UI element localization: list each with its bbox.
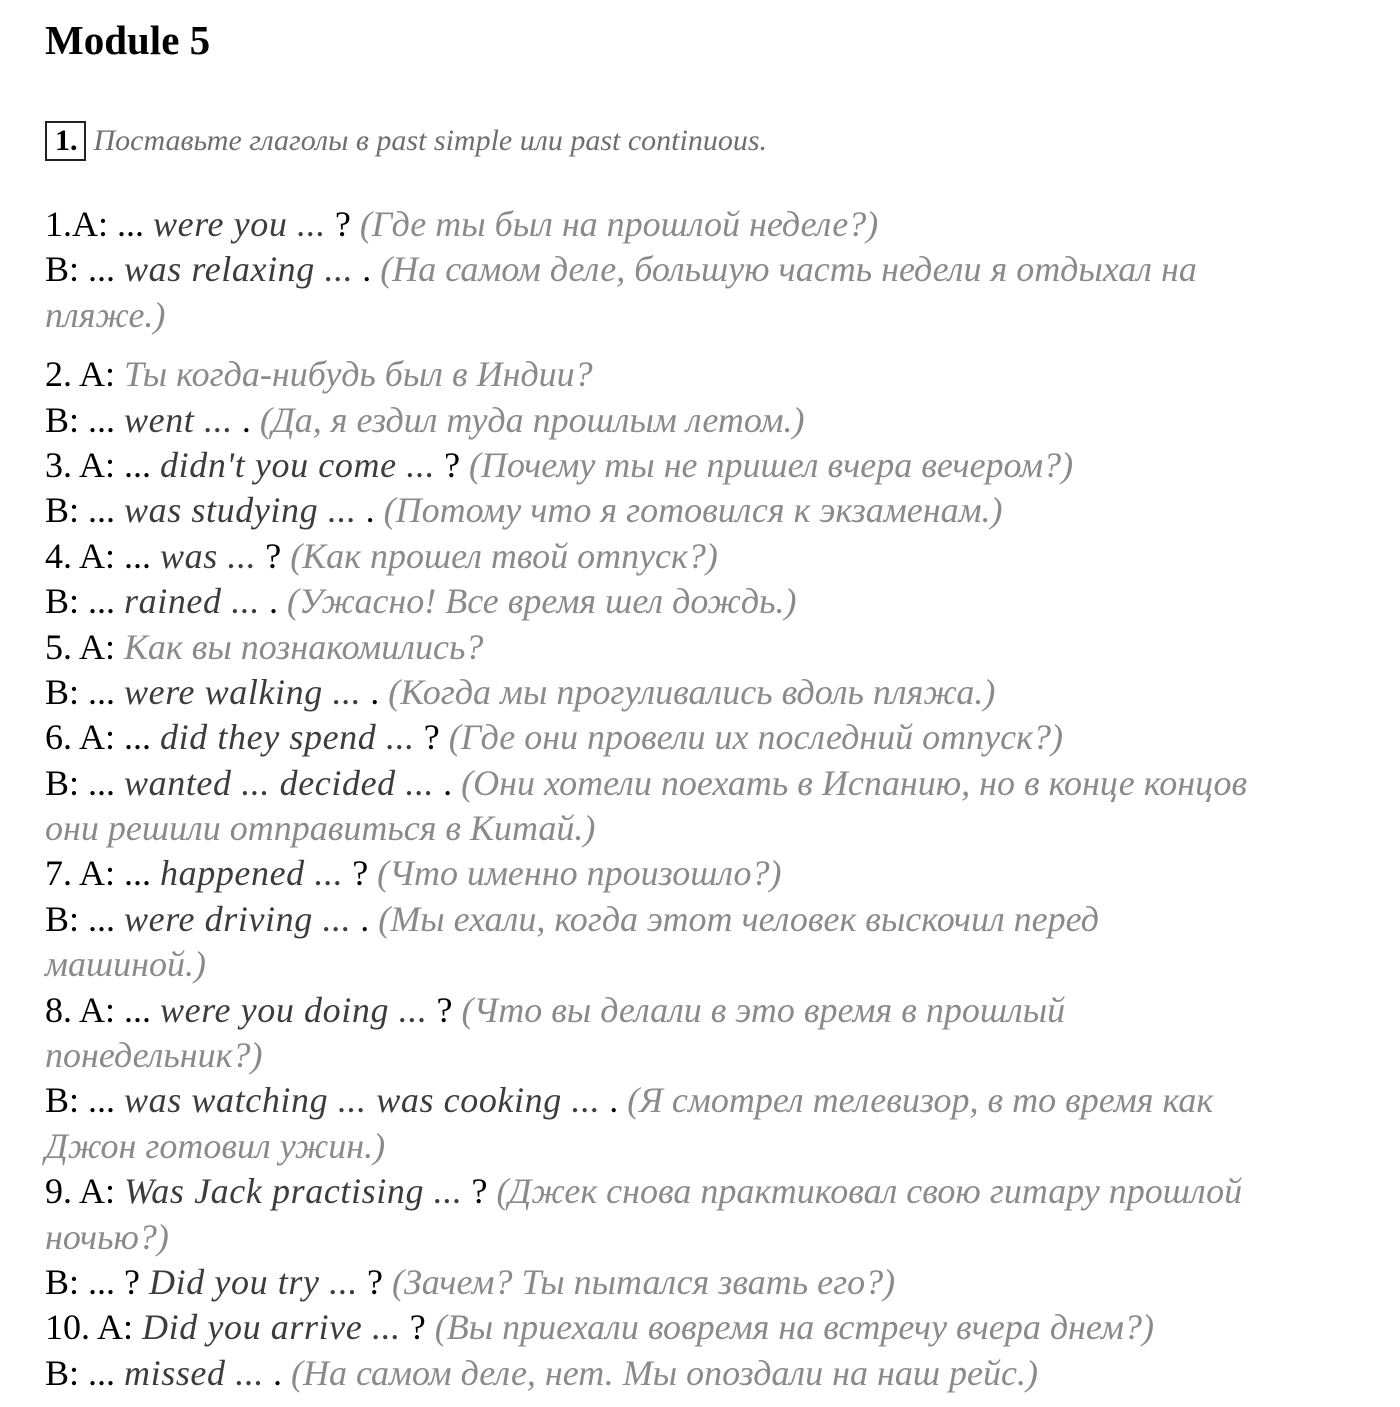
answer-line	[45, 1033, 1365, 1078]
line-prefix: 5. A:	[45, 626, 125, 667]
line-english-answer: were you doing ...	[160, 989, 428, 1030]
line-english-answer: was studying ...	[124, 490, 357, 531]
line-prefix: 1.A: ...	[45, 204, 153, 244]
line-russian-gloss: понедельник?)	[45, 1035, 263, 1076]
line-prefix: B: ...	[45, 249, 125, 290]
line-english-answer: was ...	[160, 535, 257, 576]
line-russian-gloss: (Мы ехали, когда этот человек выскочил перед	[378, 898, 1099, 939]
task-number-box: 1.	[45, 121, 86, 161]
answer-line	[45, 247, 1365, 292]
answer-lines	[45, 202, 1365, 1396]
line-punctuation: ?	[256, 535, 291, 576]
answer-line	[45, 942, 1365, 987]
answer-line	[45, 1260, 1365, 1305]
answer-line	[45, 625, 1365, 670]
line-english-answer: were driving ...	[124, 898, 352, 939]
line-prefix: B: ...	[45, 671, 125, 712]
line-prefix: B: ...	[45, 762, 125, 803]
line-english-answer: was relaxing ...	[124, 249, 354, 290]
line-russian-gloss: (Почему ты не пришел вчера вечером?)	[469, 444, 1074, 485]
line-punctuation: .	[351, 898, 379, 939]
line-russian-gloss: ночью?)	[45, 1216, 169, 1257]
line-prefix: B: ...	[45, 898, 125, 939]
answer-line	[45, 352, 1365, 397]
answer-line	[45, 988, 1365, 1033]
answer-line	[45, 398, 1365, 443]
line-english-answer: was watching ... was cooking ...	[124, 1080, 601, 1121]
line-punctuation: .	[434, 762, 462, 803]
line-russian-gloss: (Что именно произошло?)	[377, 853, 782, 894]
line-russian-gloss: Джон готовил ужин.)	[45, 1125, 386, 1166]
answer-line	[45, 488, 1365, 533]
line-prefix: 9. A:	[45, 1171, 125, 1212]
line-russian-gloss: Как вы познакомились?	[124, 626, 484, 667]
line-english-answer: were you ...	[153, 204, 326, 244]
line-russian-gloss: (Они хотели поехать в Испанию, но в конце концов	[461, 762, 1248, 803]
line-prefix: 8. A: ...	[45, 989, 161, 1030]
line-prefix: 7. A: ...	[45, 853, 161, 894]
answer-line	[45, 1124, 1365, 1169]
answer-line	[45, 202, 1365, 247]
line-english-answer: did they spend ...	[160, 717, 415, 758]
line-russian-gloss: (Джек снова практиковал свою гитару прошлой	[496, 1171, 1243, 1212]
line-russian-gloss: машиной.)	[45, 944, 206, 985]
line-english-answer: didn't you come ...	[160, 444, 436, 485]
line-russian-gloss: (Вы приехали вовремя на встречу вчера днем?)	[434, 1307, 1154, 1348]
line-punctuation: .	[356, 490, 384, 531]
line-russian-gloss: (Потому что я готовился к экзаменам.)	[383, 490, 1003, 531]
answer-line	[45, 715, 1365, 760]
line-punctuation: .	[264, 1352, 292, 1393]
line-english-answer: wanted ... decided ...	[124, 762, 435, 803]
line-punctuation: .	[600, 1080, 628, 1121]
answer-line	[45, 1078, 1365, 1123]
line-punctuation: ?	[435, 444, 470, 485]
line-punctuation: ?	[414, 717, 449, 758]
line-prefix: B: ... ?	[45, 1261, 149, 1302]
line-english-answer: Did you try ...	[149, 1261, 358, 1302]
answer-line	[45, 1305, 1365, 1350]
line-prefix: 6. A: ...	[45, 717, 161, 758]
answer-line	[45, 443, 1365, 488]
line-prefix: B: ...	[45, 581, 125, 622]
line-punctuation: ?	[400, 1307, 435, 1348]
line-russian-gloss: Ты когда-нибудь был в Индии?	[124, 354, 593, 395]
answer-line	[45, 761, 1365, 806]
line-prefix: B: ...	[45, 399, 125, 440]
line-russian-gloss: (На самом деле, большую часть недели я отдыхал на	[380, 249, 1197, 290]
answer-line	[45, 1215, 1365, 1260]
line-russian-gloss: (Когда мы прогуливались вдоль пляжа.)	[388, 671, 996, 712]
line-punctuation: ?	[343, 853, 378, 894]
task-instruction: Поставьте глаголы в past simple или past continuous.	[93, 124, 767, 157]
line-russian-gloss: они решили отправиться в Китай.)	[45, 808, 596, 849]
line-russian-gloss: (Что вы делали в это время в прошлый	[461, 989, 1066, 1030]
line-punctuation: .	[361, 671, 389, 712]
answer-line	[45, 534, 1365, 579]
line-punctuation: .	[353, 249, 381, 290]
line-prefix: 2. A:	[45, 354, 125, 395]
task-heading	[45, 120, 767, 162]
answer-line	[45, 1351, 1365, 1396]
answer-line	[45, 293, 1365, 338]
answer-line	[45, 897, 1365, 942]
line-prefix: B: ...	[45, 1080, 125, 1121]
line-punctuation: ?	[325, 204, 360, 244]
module-title: Module 5	[45, 17, 211, 63]
line-english-answer: Did you arrive ...	[142, 1307, 401, 1348]
line-punctuation: ?	[357, 1261, 392, 1302]
line-english-answer: went ...	[124, 399, 233, 440]
line-russian-gloss: (Зачем? Ты пытался звать его?)	[391, 1261, 896, 1302]
line-prefix: 10. A:	[45, 1307, 143, 1348]
line-english-answer: Was Jack practising ...	[124, 1171, 463, 1212]
line-english-answer: missed ...	[124, 1352, 265, 1393]
line-prefix: 3. A: ...	[45, 444, 161, 485]
answer-line	[45, 806, 1365, 851]
item-spacer	[45, 338, 1365, 352]
line-russian-gloss: (Где ты был на прошлой неделе?)	[359, 204, 879, 244]
line-russian-gloss: (Где они провели их последний отпуск?)	[448, 717, 1063, 758]
answer-line	[45, 579, 1365, 624]
line-russian-gloss: (Как прошел твой отпуск?)	[290, 535, 718, 576]
line-russian-gloss: (Я смотрел телевизор, в то время как	[627, 1080, 1214, 1121]
line-punctuation: .	[260, 581, 288, 622]
line-prefix: B: ...	[45, 1352, 125, 1393]
line-punctuation: .	[232, 399, 260, 440]
line-english-answer: rained ...	[124, 581, 261, 622]
answer-line	[45, 851, 1365, 896]
line-english-answer: happened ...	[160, 853, 344, 894]
line-english-answer: were walking ...	[124, 671, 362, 712]
line-russian-gloss: (Да, я ездил туда прошлым летом.)	[259, 399, 805, 440]
line-punctuation: ?	[462, 1171, 497, 1212]
line-prefix: 4. A: ...	[45, 535, 161, 576]
answer-line	[45, 670, 1365, 715]
line-russian-gloss: (Ужасно! Все время шел дождь.)	[287, 581, 797, 622]
line-russian-gloss: пляже.)	[45, 294, 166, 335]
line-punctuation: ?	[427, 989, 462, 1030]
line-prefix: B: ...	[45, 490, 125, 531]
answer-line	[45, 1169, 1365, 1214]
line-russian-gloss: (На самом деле, нет. Мы опоздали на наш рейс.)	[291, 1352, 1038, 1393]
